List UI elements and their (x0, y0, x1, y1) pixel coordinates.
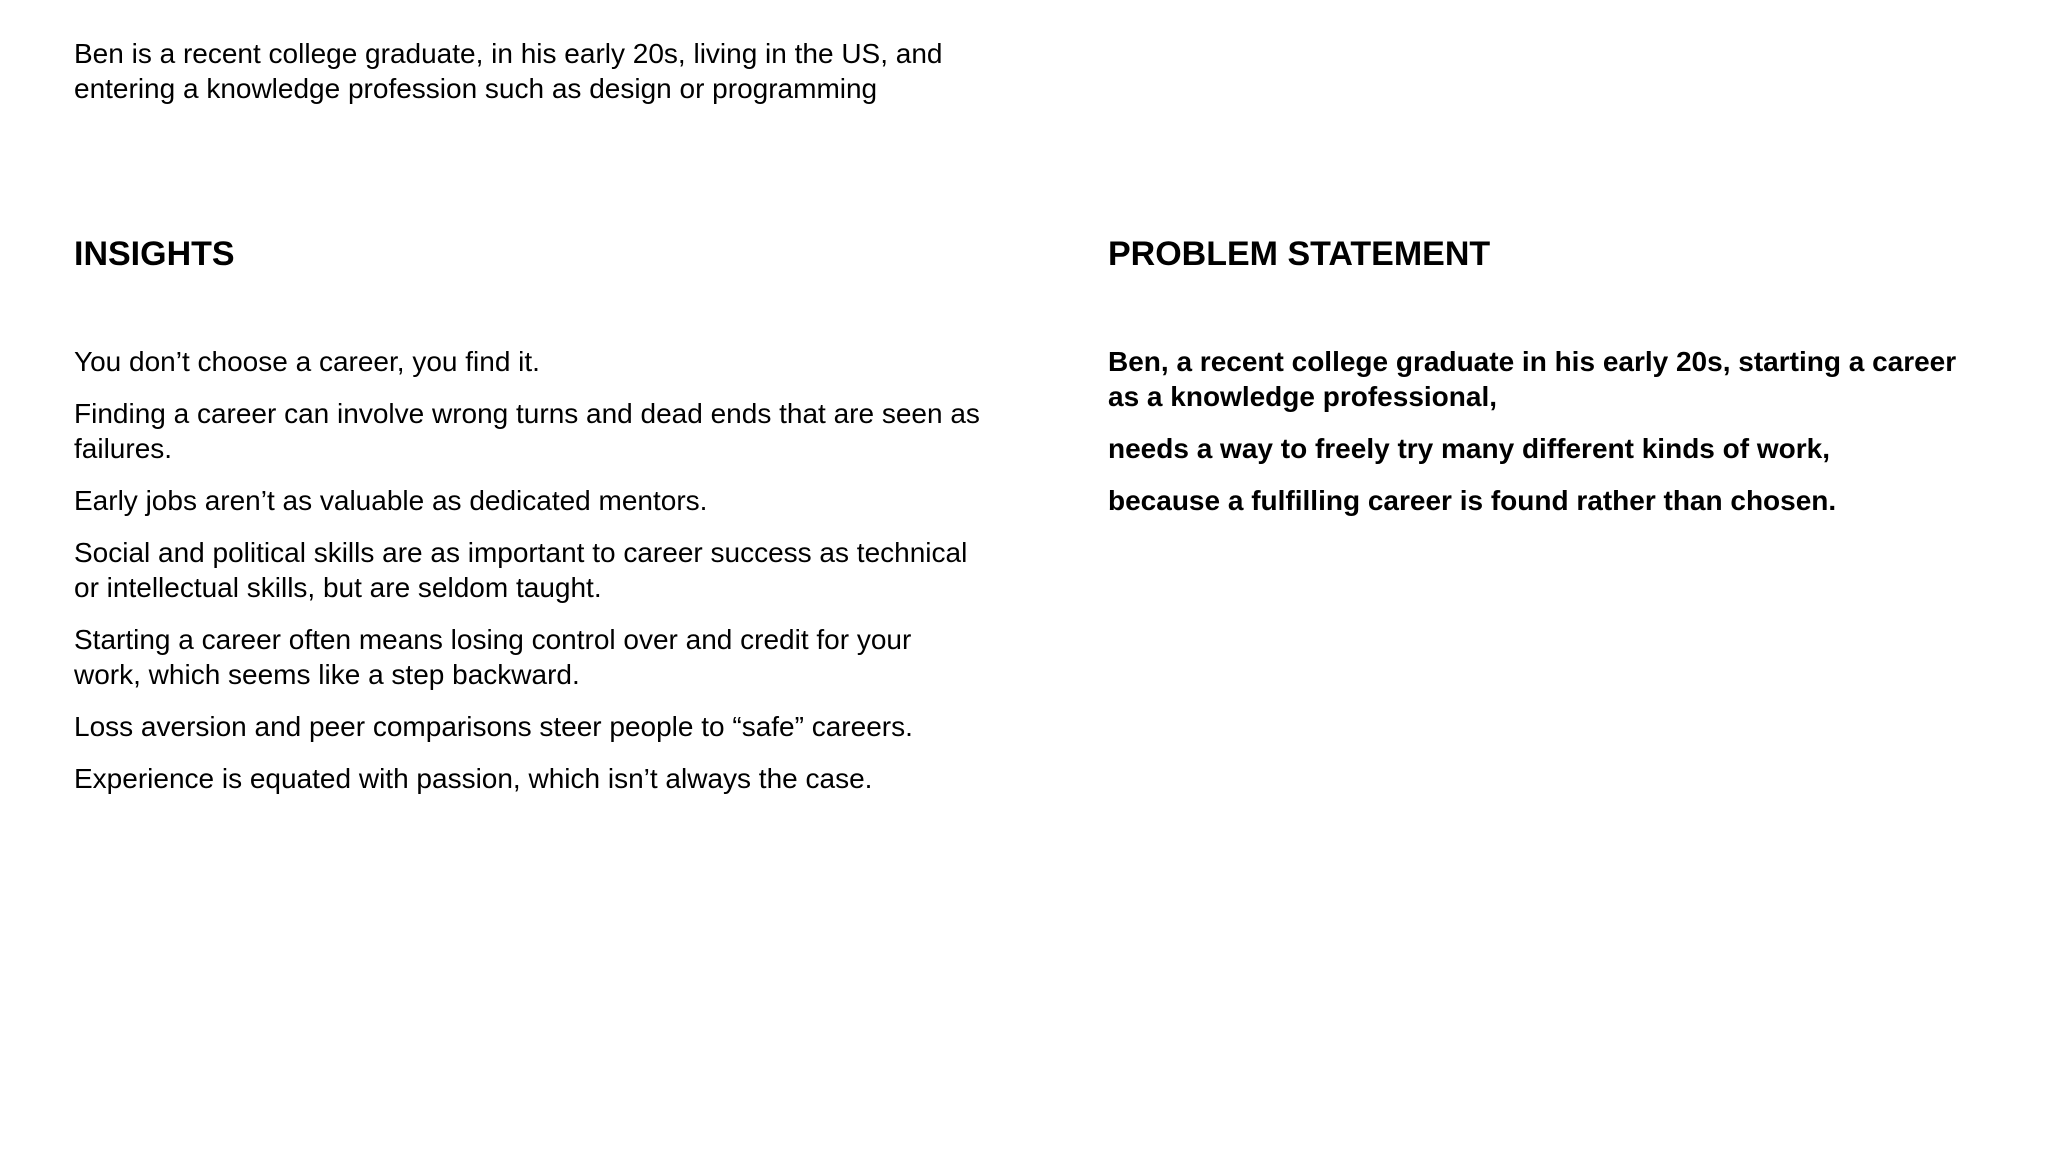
problem-statement-heading: PROBLEM STATEMENT (1108, 235, 1491, 273)
insight-item: Experience is equated with passion, which isn’t always the case. (74, 763, 873, 794)
insight-item: Early jobs aren’t as valuable as dedicated mentors. (74, 485, 708, 516)
insight-item: Loss aversion and peer comparisons steer people to “safe” careers. (74, 711, 913, 742)
problem-statement-line: needs a way to freely try many different kinds of work, (1108, 433, 1830, 464)
insights-list (74, 344, 984, 813)
insight-item: Starting a career often means losing control over and credit for your work, which seems like a step backward. (74, 624, 912, 690)
problem-statement-line: because a fulfilling career is found rather than chosen. (1108, 485, 1837, 516)
insight-item: Finding a career can involve wrong turns and dead ends that are seen as failures. (74, 398, 980, 464)
insight-item: You don’t choose a career, you find it. (74, 346, 540, 377)
problem-statement-list (1108, 344, 1978, 535)
persona-description: Ben is a recent college graduate, in his early 20s, living in the US, and entering a knowledge profession such as design or programming (74, 38, 943, 104)
insight-item: Social and political skills are as important to career success as technical or intellectual skills, but are seldom taught. (74, 537, 968, 603)
insights-heading: INSIGHTS (74, 235, 235, 273)
problem-statement-line: Ben, a recent college graduate in his early 20s, starting a career as a knowledge professional, (1108, 346, 1957, 412)
